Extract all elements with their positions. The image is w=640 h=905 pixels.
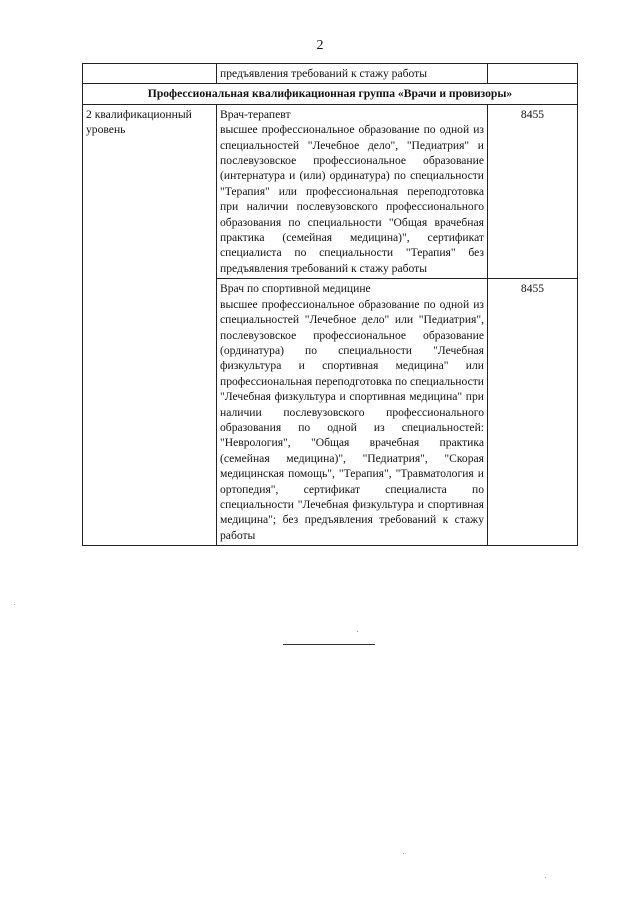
position-salary: 8455 [488, 104, 578, 278]
level-cell-empty [83, 64, 217, 84]
position-salary: 8455 [488, 279, 578, 546]
continuation-row [83, 64, 578, 84]
position-requirements: высшее профессиональное образование по одной из специальностей "Лечебное дело" или "Педиатрия", послевузовское профессиональное образование (ординатура) по специальности "Лечебная физкультура и спортивная медицина" или профессиональная переподготовка по специальности "Лечебная физкультура и спортивная медицина" при наличии послевузовского профессионального образования по одной из специальностей: "Неврология", "Общая врачебная практика (семейная медицина)", "Педиатрия", "Скорая медицинская помощь", "Терапия", "Травматология и ортопедия", сертификат специалиста по специальности "Лечебная физкультура и спортивная медицина"; без предъявления требований к стажу работы [220, 297, 484, 542]
group-title: Профессиональная квалификационная группа «Врачи и провизоры» [83, 84, 578, 104]
position-cell [217, 279, 488, 546]
group-header-row [83, 84, 578, 104]
qualification-table [82, 63, 578, 546]
continuation-text: предъявления требований к стажу работы [217, 64, 488, 84]
position-title: Врач по спортивной медицине [220, 282, 371, 296]
scan-speck [545, 877, 546, 878]
position-title: Врач-терапевт [220, 107, 291, 121]
position-requirements: высшее профессиональное образование по одной из специальностей "Лечебное дело", "Педиатрия" и послевузовское профессиональное образование (интернатура и (или) ординатура) по специальности "Терапия" или профессиональная переподготовка при наличии послевузовского профессионального образования по специальности "Общая врачебная практика (семейная медицина)", сертификат специалиста по специальности "Терапия" без предъявления требований к стажу работы [220, 123, 484, 275]
scan-speck [357, 631, 358, 632]
position-cell [217, 104, 488, 278]
scan-speck [14, 604, 15, 605]
page-number: 2 [316, 38, 324, 53]
table-row [83, 104, 578, 278]
end-of-document-rule [283, 644, 375, 645]
qualification-level: 2 квалификационный уровень [83, 104, 217, 545]
scan-speck [403, 853, 404, 854]
salary-cell-empty [488, 64, 578, 84]
